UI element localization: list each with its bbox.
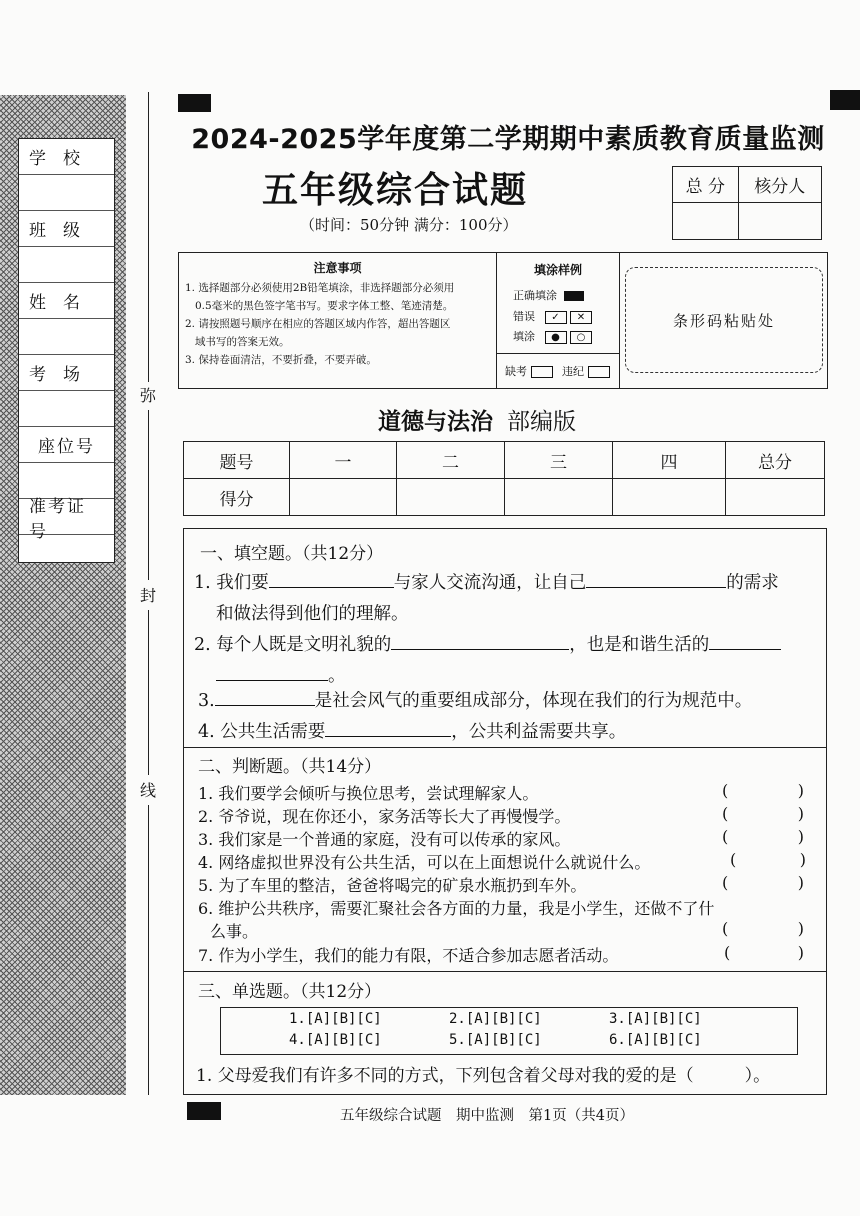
violation-label: 违纪 <box>562 365 584 378</box>
q2-text: 2. 每个人既是文明礼貌的 <box>194 635 392 655</box>
score-table-header: 总分 <box>726 442 825 479</box>
notes-heading: 注意事项 <box>313 261 362 275</box>
room-label: 考 场 <box>19 355 114 391</box>
choice-bubble-group[interactable]: 6.[A][B][C] <box>609 1032 702 1048</box>
alignment-mark-top-left <box>178 94 211 112</box>
choice-question-1: 1. 父母爱我们有许多不同的方式，下列包含着父母对我的爱的是（ ）。 <box>196 1066 771 1086</box>
wrong-fill-label-2: 填涂 <box>513 330 535 343</box>
answer-paren[interactable]: ( ) <box>722 804 804 823</box>
student-info-box <box>18 138 115 563</box>
section-heading: 一、填空题。（共12分） <box>200 544 384 564</box>
choice-bubble-group[interactable]: 3.[A][B][C] <box>609 1011 702 1027</box>
checker-field[interactable] <box>738 203 821 240</box>
score-table-header: 二 <box>397 442 505 479</box>
section-true-false <box>183 746 827 972</box>
binding-line-bottom <box>148 805 149 1095</box>
judge-item: 4. 网络虚拟世界没有公共生活，可以在上面想说什么就说什么。 <box>198 853 651 872</box>
subject-name: 道德与法治 <box>378 408 493 435</box>
answer-paren[interactable]: ( ) <box>722 781 804 800</box>
q1-text-3: 的需求 <box>726 573 779 593</box>
note-line: 0.5毫米的黑色签字笔书写。要求字体工整、笔迹清楚。 <box>195 300 454 312</box>
note-line: 域书写的答案无效。 <box>195 336 290 348</box>
judge-item: 7. 作为小学生，我们的能力有限，不适合参加志愿者活动。 <box>198 946 619 965</box>
section-fill-blank <box>183 528 827 748</box>
choice-bubble-group[interactable]: 1.[A][B][C] <box>289 1011 382 1027</box>
total-score-box <box>672 166 822 240</box>
violation-checkbox[interactable] <box>588 366 610 378</box>
q4-text-2: ，公共利益需要共享。 <box>451 722 627 742</box>
barcode-area <box>625 267 823 373</box>
q4-text: 4. 公共生活需要 <box>198 722 326 742</box>
fill-sample-heading: 填涂样例 <box>533 263 582 277</box>
binding-line-top <box>148 92 149 382</box>
note-line: 3. 保持卷面清洁，不要折叠，不要弄破。 <box>185 354 377 366</box>
score-cell[interactable] <box>613 479 726 516</box>
answer-blank[interactable] <box>216 662 328 681</box>
judge-item: 6. 维护公共秩序，需要汇聚社会各方面的力量，我是小学生，还做不了什 <box>198 899 715 918</box>
answer-blank[interactable] <box>391 631 569 650</box>
judge-item: 2. 爷爷说，现在你还小，家务活等长大了再慢慢学。 <box>198 807 571 826</box>
choice-bubble-group[interactable]: 4.[A][B][C] <box>289 1032 382 1048</box>
wrong-fill-label: 错误 <box>513 310 535 323</box>
wrong-fill-row-1 <box>513 308 592 324</box>
judge-item: 5. 为了车里的整洁，爸爸将喝完的矿泉水瓶扔到车外。 <box>198 876 587 895</box>
time-score-line: （时间：50分钟 满分：100分） <box>300 216 518 234</box>
exam-title: 2024-2025学年度第二学期期中素质教育质量监测 <box>191 124 825 155</box>
question-4 <box>198 718 626 743</box>
judge-item-continued: 么事。 <box>210 922 259 941</box>
binding-line-mid1 <box>148 410 149 580</box>
answer-paren[interactable]: ( ) <box>722 919 804 938</box>
score-cell[interactable] <box>505 479 613 516</box>
binding-char-2: 封 <box>140 586 157 605</box>
q2-continued <box>216 662 346 687</box>
seat-label: 座位号 <box>19 427 114 463</box>
question-3 <box>198 687 752 712</box>
class-field[interactable] <box>19 247 114 283</box>
school-field[interactable] <box>19 175 114 211</box>
note-line: 1. 选择题部分必须使用2B铅笔填涂，非选择题部分必须用 <box>185 282 455 294</box>
cross-mark-icon: ✕ <box>570 311 592 324</box>
binding-char-3: 线 <box>140 781 157 800</box>
answer-blank[interactable] <box>586 569 726 588</box>
score-table-header: 三 <box>505 442 613 479</box>
score-table-header: 题号 <box>184 442 290 479</box>
filled-mark-icon <box>564 291 584 301</box>
answer-grid <box>220 1007 798 1055</box>
exam-subtitle: 五年级综合试题 <box>262 169 529 211</box>
answer-blank[interactable] <box>709 631 781 650</box>
absent-violation-row <box>505 363 610 379</box>
question-1 <box>194 569 779 594</box>
room-field[interactable] <box>19 391 114 427</box>
answer-paren[interactable]: ( ) <box>730 850 806 869</box>
note-line: 2. 请按照题号顺序在相应的答题区域内作答，超出答题区 <box>185 318 451 330</box>
judge-item: 1. 我们要学会倾听与换位思考，尝试理解家人。 <box>198 784 539 803</box>
q1-continued: 和做法得到他们的理解。 <box>216 604 409 624</box>
check-mark-icon: ✓ <box>545 311 567 324</box>
answer-paren[interactable]: ( ) <box>724 943 804 962</box>
checker-label: 核分人 <box>738 167 821 203</box>
page-footer: 五年级综合试题 期中监测 第1页（共4页） <box>340 1108 634 1124</box>
score-table-header: 四 <box>613 442 726 479</box>
q1-text-2: 与家人交流沟通，让自己 <box>393 573 587 593</box>
alignment-mark-bottom-left <box>187 1102 221 1120</box>
school-label: 学 校 <box>19 139 114 175</box>
alignment-mark-top-right <box>830 90 860 110</box>
class-label: 班 级 <box>19 211 114 247</box>
question-2 <box>194 631 781 656</box>
q2-text-2: ，也是和谐生活的 <box>569 635 710 655</box>
wrong-fill-row-2 <box>513 328 592 344</box>
choice-bubble-group[interactable]: 5.[A][B][C] <box>449 1032 542 1048</box>
name-label: 姓 名 <box>19 283 114 319</box>
correct-fill-row <box>513 287 584 303</box>
answer-blank[interactable] <box>215 687 315 706</box>
answer-blank[interactable] <box>269 569 394 588</box>
judge-item: 3. 我们家是一个普通的家庭，没有可以传承的家风。 <box>198 830 571 849</box>
score-row-label: 得分 <box>184 479 290 516</box>
score-cell[interactable] <box>290 479 397 516</box>
correct-fill-label: 正确填涂 <box>513 289 557 302</box>
answer-blank[interactable] <box>325 718 451 737</box>
q2-text-3: 。 <box>328 666 346 686</box>
score-cell[interactable] <box>397 479 505 516</box>
absent-label: 缺考 <box>505 365 527 378</box>
name-field[interactable] <box>19 319 114 355</box>
subject-title <box>378 403 576 436</box>
absent-checkbox[interactable] <box>531 366 553 378</box>
section-single-choice <box>183 971 827 1095</box>
subject-edition: 部编版 <box>507 409 576 435</box>
q3-text: 3. <box>198 691 215 711</box>
dot-mark-icon: ● <box>545 331 567 344</box>
question-score-table <box>183 441 825 516</box>
q3-text-2: 是社会风气的重要组成部分，体现在我们的行为规范中。 <box>314 691 753 711</box>
total-score-field[interactable] <box>673 203 739 240</box>
notes-panel <box>179 253 497 388</box>
exam-id-label: 准考证号 <box>19 499 114 535</box>
instructions-box <box>178 252 828 389</box>
section-heading: 二、判断题。（共14分） <box>198 757 382 777</box>
section-heading: 三、单选题。（共12分） <box>198 982 382 1002</box>
total-label: 总 分 <box>673 167 739 203</box>
score-cell[interactable] <box>726 479 825 516</box>
barcode-label: 条形码粘贴处 <box>672 311 775 330</box>
fill-sample-panel <box>497 253 620 388</box>
score-table-header: 一 <box>290 442 397 479</box>
answer-paren[interactable]: ( ) <box>722 873 804 892</box>
binding-char-1: 弥 <box>140 386 157 405</box>
choice-bubble-group[interactable]: 2.[A][B][C] <box>449 1011 542 1027</box>
binding-line-mid2 <box>148 610 149 775</box>
q1-text: 1. 我们要 <box>194 573 269 593</box>
circle-mark-icon: ○ <box>570 331 592 344</box>
answer-paren[interactable]: ( ) <box>722 827 804 846</box>
